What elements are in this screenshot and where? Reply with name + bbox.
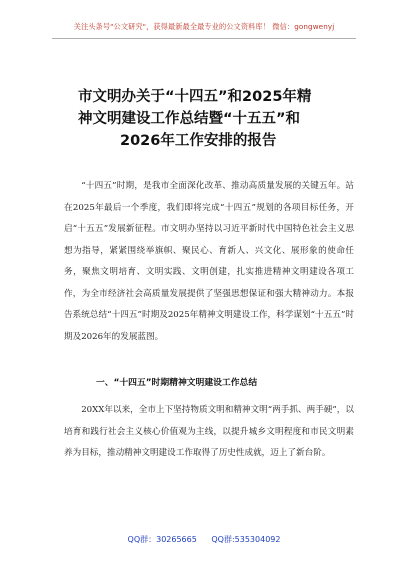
intro-section (64, 176, 354, 348)
footer-qq-group-2: QQ群:535304092 (211, 535, 281, 544)
section-1-heading: 一、“十四五”时期精神文明建设工作总结 (96, 378, 258, 388)
title-line-3: 2026年工作安排的报告 (120, 133, 277, 149)
section-1-paragraph: 20XX年以来，全市上下坚持物质文明和精神文明“两手抓、两手硬”，以培育和践行社会主义核心价值观为主线，以提升城乡文明程度和市民文明素养为目标，推动精神文明建设工作取得了历史性成就，迈上了新台阶。 (64, 405, 354, 458)
intro-paragraph: “十四五”时期，是我市全面深化改革、推动高质量发展的关键五年。站在2025年最后一个季度，我们即将完成“十四五”规划的各项目标任务，开启“十五五”发展新征程。市文明办坚持以习近平新时代中国特色社会主义思想为指导，紧紧围绕举旗帜、聚民心、育新人、兴文化、展形象的使命任务，聚焦文明培育、文明实践、文明创建，扎实推进精神文明建设各项工作，为全市经济社会高质量发展提供了坚强思想保证和强大精神动力。本报告系统总结“十四五”时期及2025年精神文明建设工作，科学谋划“十五五”时期及2026年的发展蓝图。 (64, 181, 354, 342)
footer-contact (0, 534, 408, 545)
title-line-2: 神文明建设工作总结暨“十五五”和 (78, 111, 301, 127)
footer-qq-group-1: QQ群：30265665 (127, 535, 197, 544)
title-line-1: 市文明办关于“十四五”和2025年精 (78, 89, 312, 105)
document-title (60, 86, 360, 152)
header-banner: 关注头条号"公文研究"，获得最新最全最专业的公文资料库！ 微信：gongwenyj (73, 22, 335, 31)
header-divider (52, 38, 356, 39)
section-1-body (64, 400, 354, 465)
